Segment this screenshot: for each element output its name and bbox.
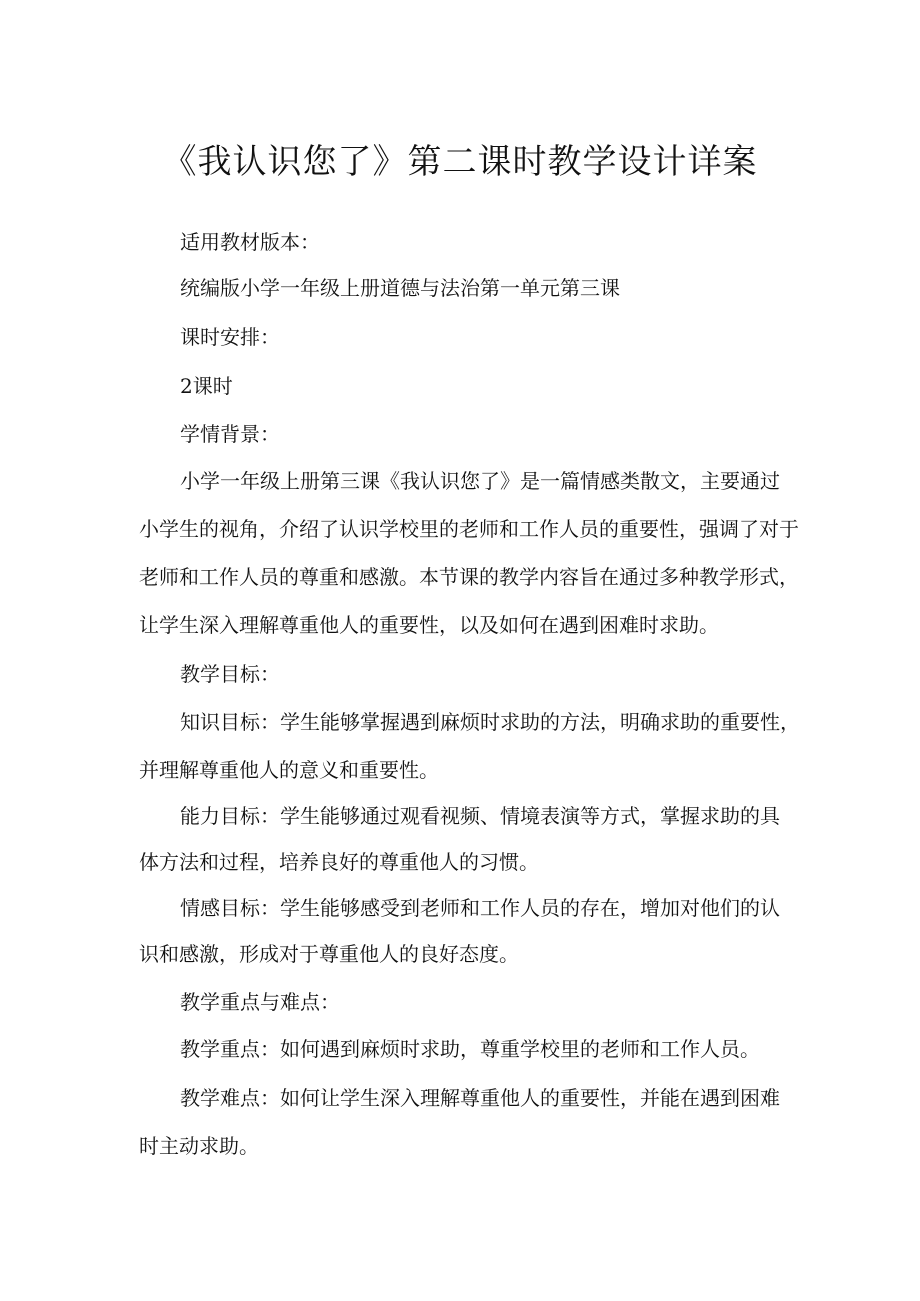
- key-point-line: 教学重点：如何遇到麻烦时求助，尊重学校里的老师和工作人员。: [180, 1037, 760, 1061]
- label-textbook-version: 适用教材版本：: [180, 230, 320, 254]
- textbook-version-value: 统编版小学一年级上册道德与法治第一单元第三课: [180, 276, 620, 300]
- background-paragraph-line: 老师和工作人员的尊重和感激。本节课的教学内容旨在通过多种教学形式，: [139, 565, 799, 589]
- label-schedule: 课时安排：: [180, 325, 280, 349]
- document-title: 《我认识您了》第二课时教学设计详案: [162, 142, 758, 182]
- ability-objective-line: 能力目标：学生能够通过观看视频、情境表演等方式，掌握求助的具: [180, 804, 780, 828]
- background-paragraph-line: 小学生的视角，介绍了认识学校里的老师和工作人员的重要性，强调了对于: [139, 517, 799, 541]
- difficult-point-line: 教学难点：如何让学生深入理解尊重他人的重要性，并能在遇到困难: [180, 1086, 780, 1110]
- label-key-difficult-points: 教学重点与难点：: [180, 990, 340, 1014]
- background-paragraph-line: 让学生深入理解尊重他人的重要性，以及如何在遇到困难时求助。: [139, 613, 719, 637]
- knowledge-objective-line: 并理解尊重他人的意义和重要性。: [139, 758, 439, 782]
- knowledge-objective-line: 知识目标：学生能够掌握遇到麻烦时求助的方法，明确求助的重要性，: [180, 710, 800, 734]
- difficult-point-line: 时主动求助。: [139, 1134, 259, 1158]
- emotion-objective-line: 情感目标：学生能够感受到老师和工作人员的存在，增加对他们的认: [180, 896, 780, 920]
- background-paragraph-line: 小学一年级上册第三课《我认识您了》是一篇情感类散文，主要通过: [180, 469, 780, 493]
- schedule-value: 2课时: [180, 374, 233, 398]
- emotion-objective-line: 识和感激，形成对于尊重他人的良好态度。: [139, 942, 519, 966]
- label-background: 学情背景：: [180, 422, 280, 446]
- label-objectives: 教学目标：: [180, 662, 280, 686]
- ability-objective-line: 体方法和过程，培养良好的尊重他人的习惯。: [139, 850, 539, 874]
